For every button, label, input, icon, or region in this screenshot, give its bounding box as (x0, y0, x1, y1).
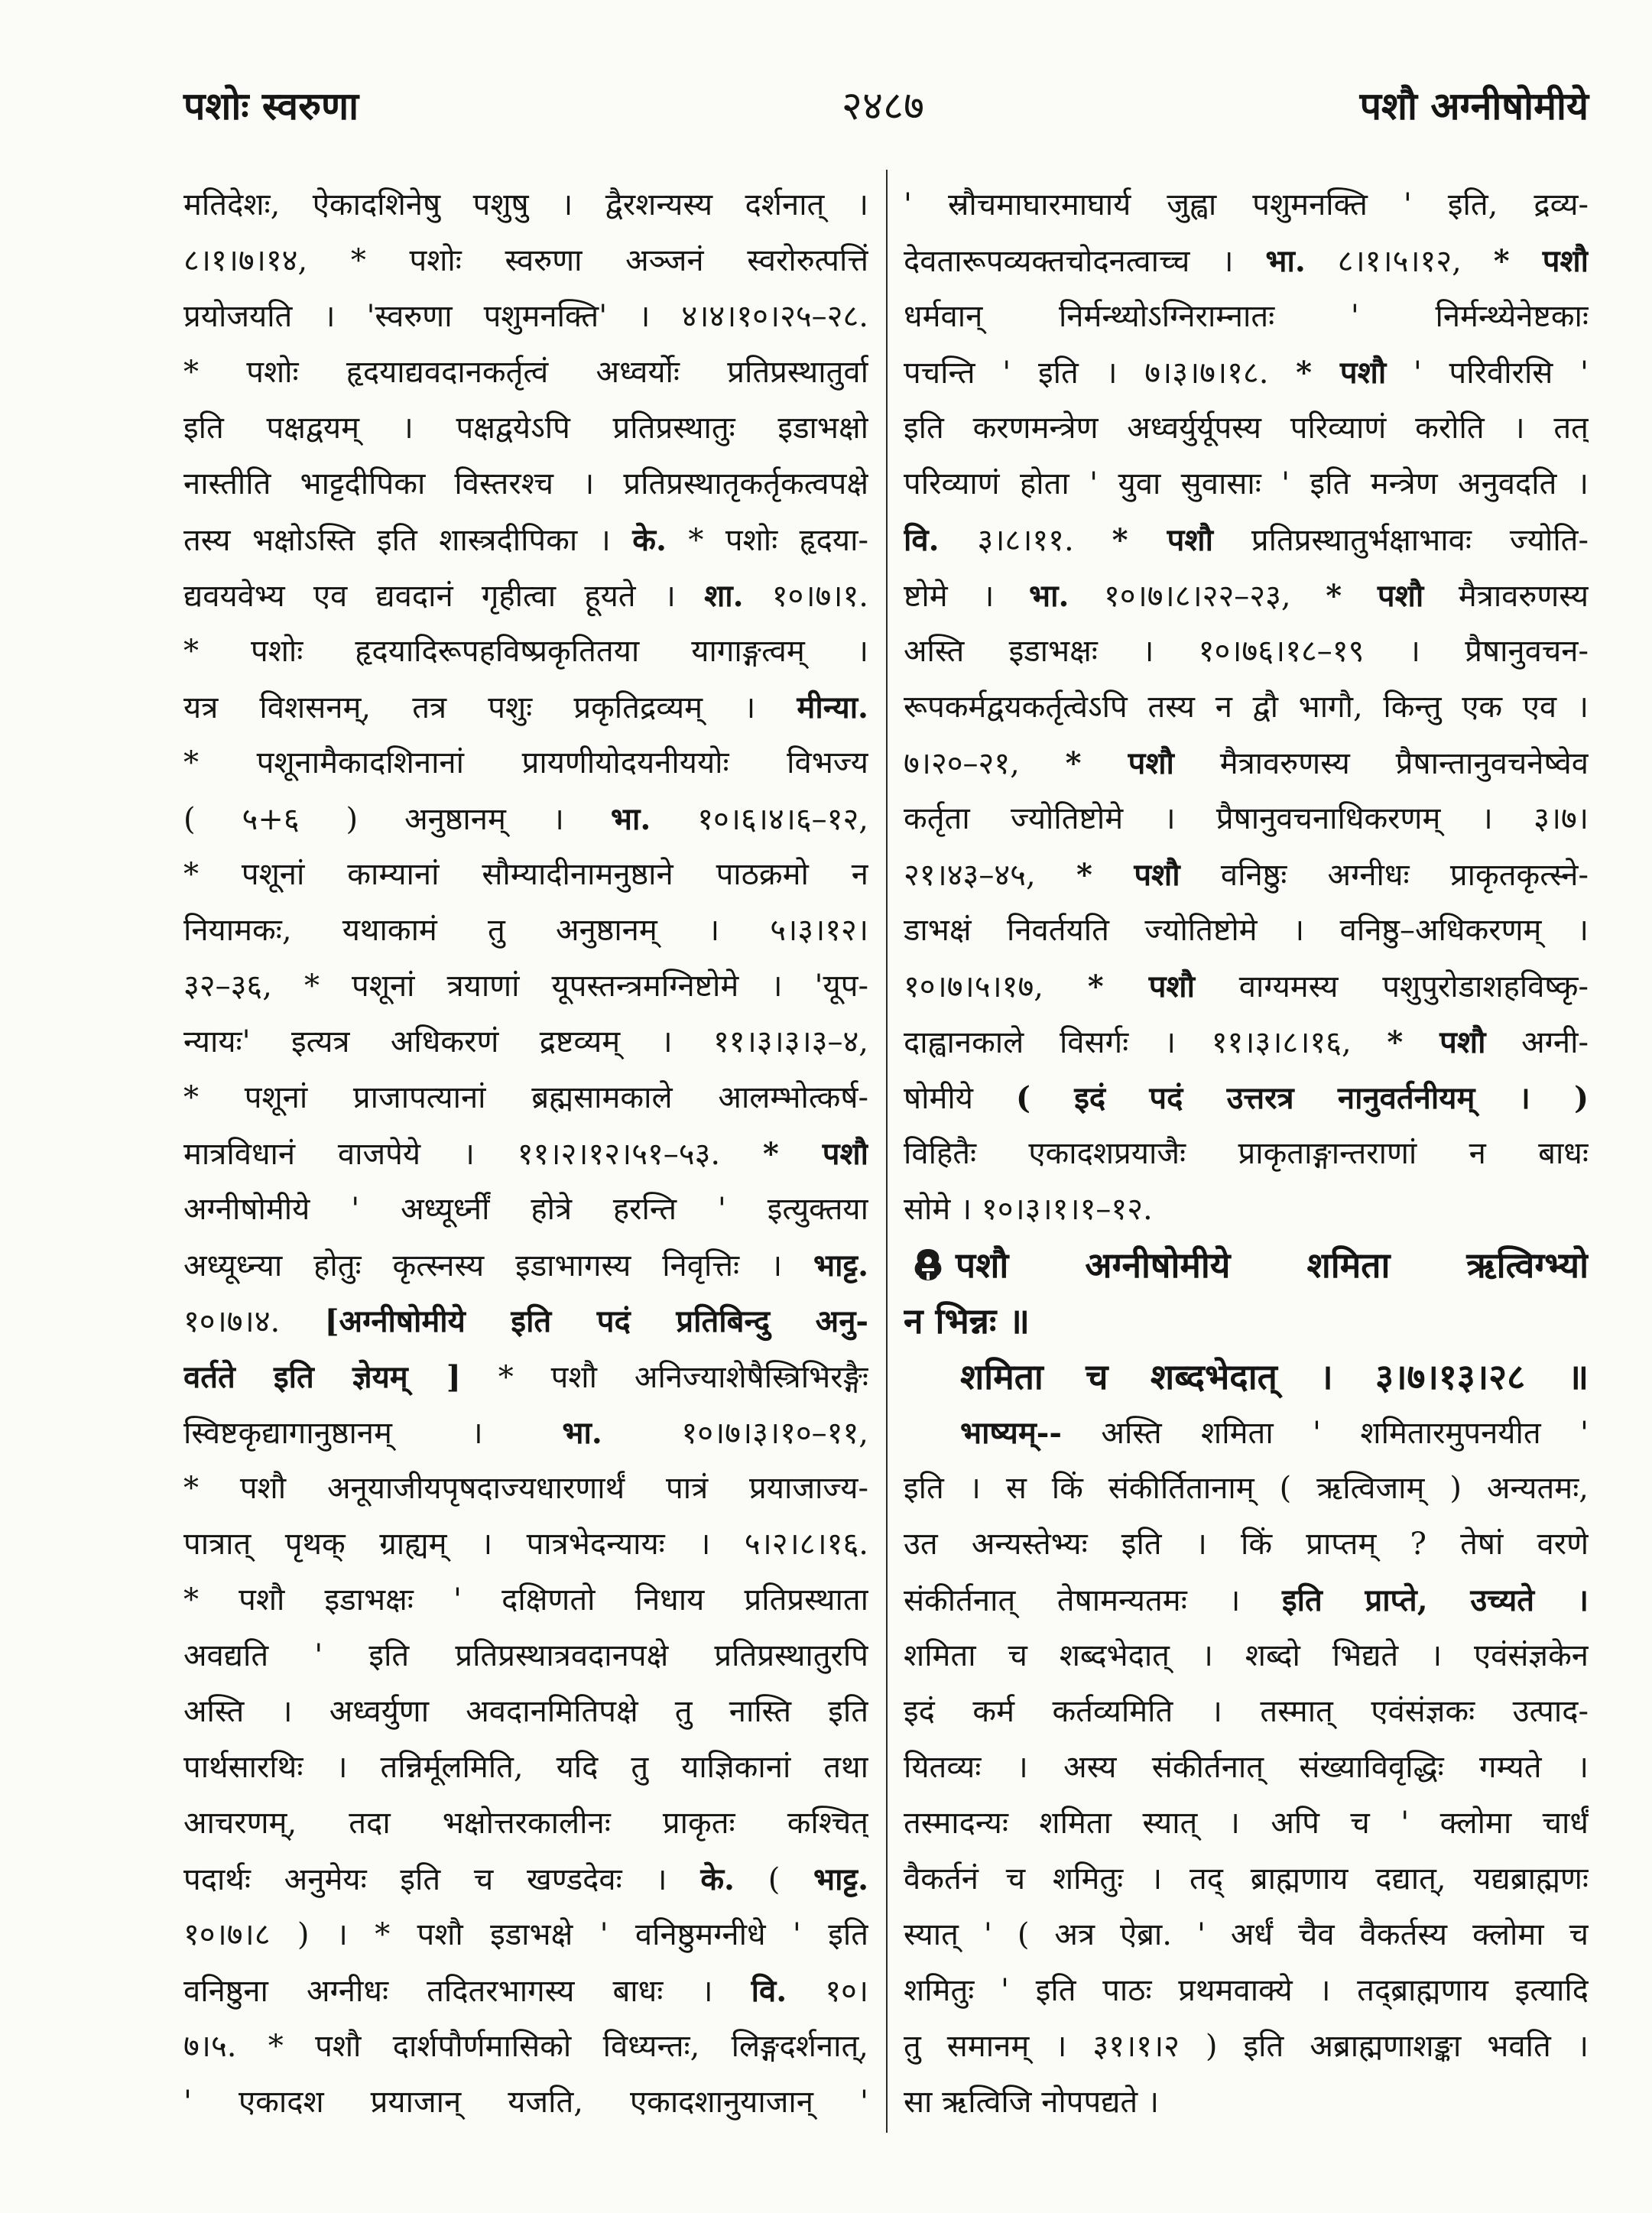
text-run: शमिता च शब्दभेदात् । शब्दो भिद्यते । एवंसंज्ञकेन (904, 1638, 1589, 1673)
text-run: २१।४३–४५, (904, 858, 1076, 893)
text-line (183, 568, 868, 624)
text-run: सा ऋत्विजि नोपपद्यते । (904, 2085, 1160, 2120)
text-line (904, 2019, 1589, 2075)
text-run: विहितैः एकादशप्रयाजैः प्राकृताङ्गान्तराणां न बाधः (904, 1136, 1589, 1171)
bold-text-run: भा. (1029, 578, 1069, 614)
page-number: २४८७ (841, 83, 925, 129)
bold-text-run: वर्तते इति ज्ञेयम् ] (183, 1359, 461, 1395)
text-line (904, 959, 1589, 1014)
text-run: आचरणम्, तदा भक्षोत्तरकालीनः प्राकृतः कश्चित् (183, 1806, 868, 1841)
bold-text-run: * पशौ (1087, 969, 1195, 1004)
text-line (183, 959, 868, 1014)
text-run: १०।७।८।२२–२३, (1069, 579, 1326, 614)
text-line (183, 512, 868, 568)
text-run: पार्थसारथिः । तन्निर्मूलमिति, यदि तु याज्ञिकानां तथा (183, 1750, 868, 1785)
text-run: अग्नी- (1485, 1025, 1589, 1060)
text-line (183, 1349, 868, 1405)
text-line (183, 735, 868, 791)
text-run: * पशोः हृदयाद्यवदानकर्तृत्वं अध्वर्योः प्रतिप्रस्थातुर्वा (183, 355, 868, 390)
text-run: मैत्रावरुणस्य प्रैषान्तानुवचनेष्वेव (1173, 746, 1589, 781)
text-run: अस्ति इडाभक्षः । १०।७६।१८–१९ । प्रैषानुवचन- (904, 634, 1589, 669)
bold-text-run: वि. (904, 522, 940, 558)
text-run: ' परिवीरसि ' (1386, 355, 1589, 391)
text-run: * पशूनां प्राजापत्यानां ब्रह्मसामकाले आलम्भोत्कर्ष- (183, 1080, 868, 1115)
text-run: शमितुः ' इति पाठः प्रथमवाक्ये । तद्ब्राह्मणाय इत्यादि (904, 1973, 1589, 2008)
text-run: वनिष्ठुना अग्नीधः तदितरभागस्य बाधः । (183, 1974, 751, 2009)
text-run: मात्रविधानं वाजपेये । ११।२।१२।५१–५३. (183, 1137, 763, 1172)
text-run: ( ५+६ ) अनुष्ठानम् । (183, 802, 611, 837)
text-run: स्यात् ' ( अत्र ऐब्रा. ' अर्धं चैव वैकर्तस्य क्लोमा च (904, 1917, 1589, 1952)
text-run: अवद्यति ' इति प्रतिप्रस्थात्रवदानपक्षे प्रतिप्रस्थातुरपि (183, 1638, 868, 1673)
text-line (183, 1238, 868, 1293)
text-line (904, 1963, 1589, 2019)
text-run: ३२–३६, * पशूनां त्रयाणां यूपस्तन्त्रमग्निष्टोमे । 'यूप- (183, 969, 868, 1004)
text-line (183, 456, 868, 512)
text-line (904, 624, 1589, 680)
bold-text-run: * पशौ (1326, 578, 1424, 614)
text-run: इदं कर्म कर्तव्यमिति । तस्मात् एवंसंज्ञकः उत्पाद- (904, 1694, 1589, 1729)
column-divider (886, 170, 888, 2133)
text-line (904, 1796, 1589, 1851)
text-line (904, 233, 1589, 289)
bold-text-run: * पशौ (1296, 355, 1387, 391)
text-run: दाह्वानकाले विसर्गः । ११।३।८।१६, (904, 1025, 1387, 1060)
text-run: ७।२०–२१, (904, 746, 1066, 781)
bold-text-run: भाट्ट. (813, 1248, 868, 1283)
text-line (904, 401, 1589, 456)
text-run: द्यवयवेभ्य एव द्यवदानं गृहीत्वा हूयते । (183, 579, 705, 614)
text-line (183, 1572, 868, 1628)
bold-text-run: मीन्या. (797, 690, 868, 725)
bold-text-run: * पशौ (762, 1136, 868, 1172)
text-run: १०।६।४।६–१२, (651, 802, 868, 837)
text-line (183, 1796, 868, 1851)
text-run: * पशूनामैकादशिनानां प्रायणीयोदयनीययोः विभज्य (183, 745, 868, 780)
text-run: ' एकादश प्रयाजान् यजति, एकादशानुयाजान् ' (183, 2085, 868, 2120)
text-run: मतिदेशः, ऐकादशिनेषु पशुषु । द्वैरशन्यस्य दर्शनात् । (183, 187, 868, 222)
text-run: षोमीये (904, 1081, 1017, 1116)
bold-text-run: * पशौ (1076, 857, 1180, 893)
adhikarana-heading-continued (904, 1293, 1589, 1349)
text-line (904, 735, 1589, 791)
text-line (904, 1628, 1589, 1684)
text-line (183, 1293, 868, 1349)
adhikarana-heading (904, 1238, 1589, 1293)
text-run: ८।१।५।१२, (1305, 244, 1494, 279)
text-line (904, 791, 1589, 847)
text-run: इति । स किं संकीर्तितानाम् ( ऋत्विजाम् ) अन्यतमः, (904, 1471, 1589, 1506)
text-run: न भिन्नः ॥ (904, 1300, 1030, 1342)
text-line (904, 568, 1589, 624)
bhashya-opening-line (904, 1405, 1589, 1461)
bold-text-run: भाट्ट. (813, 1861, 868, 1897)
running-head-right: पशौ अग्नीषोमीये (1359, 83, 1589, 128)
text-line (904, 1684, 1589, 1740)
text-run: अध्यूध्न्या होतुः कृत्स्नस्य इडाभागस्य निवृत्तिः । (183, 1248, 814, 1283)
text-line (183, 1182, 868, 1238)
bold-text-run: वि. (751, 1973, 787, 2009)
text-run: तु समानम् । ३१।१।२ ) इति अब्राह्मणाशङ्का भवति । (904, 2029, 1589, 2064)
text-run: नास्तीति भाट्टदीपिका विस्तरश्च । प्रतिप्रस्थातृकर्तृकत्वपक्षे (183, 466, 868, 501)
text-line (183, 2075, 868, 2130)
right-column (904, 177, 1589, 2130)
text-run: धर्मवान् निर्मन्थ्योऽग्निराम्नातः ' निर्मन्थ्येनेष्टकाः (904, 299, 1589, 334)
bold-text-run: * पशौ (1387, 1024, 1486, 1060)
text-run: पदार्थः अनुमेयः इति च खण्डदेवः । (183, 1862, 701, 1897)
text-run: पशौ अग्नीषोमीये शमिता ऋत्विग्भ्यो (956, 1244, 1589, 1286)
text-run: * पशोः हृदयादिरूपहविष्प्रकृतितया यागाङ्गत्वम् । (183, 634, 868, 669)
text-run: वनिष्ठुः अग्नीधः प्राकृतकृत्स्ने- (1180, 858, 1589, 893)
text-line (183, 401, 868, 456)
text-line (183, 903, 868, 959)
text-run: * पशौ अनिज्याशेषैस्त्रिभिरङ्गैः (460, 1360, 868, 1395)
text-line (183, 624, 868, 680)
text-line (904, 847, 1589, 903)
text-run: ' स्रौचमाघारमाघार्य जुह्वा पशुमनक्ति ' इति, द्रव्य- (904, 187, 1589, 222)
text-line (183, 289, 868, 345)
text-line (904, 1572, 1589, 1628)
text-line (904, 1014, 1589, 1070)
text-run: अस्ति शमिता ' शमितारमुपनयीत ' (1062, 1416, 1589, 1451)
text-line (183, 2019, 868, 2075)
text-line (904, 345, 1589, 401)
text-run: ७।५. * पशौ दार्शपौर्णमासिको विध्यन्तः, लिङ्गदर्शनात्, (183, 2029, 868, 2064)
bold-text-run: * पशौ (1112, 522, 1213, 558)
text-run: ३।८।११. (939, 523, 1112, 558)
text-line (904, 1126, 1589, 1182)
text-line (183, 1907, 868, 1963)
section-mark-icon (911, 1247, 945, 1285)
text-run: ( (734, 1862, 814, 1897)
text-line (183, 177, 868, 233)
text-run: न्यायः' इत्यत्र अधिकरणं द्रष्टव्यम् । ११।३।३।३–४, (183, 1024, 868, 1059)
text-run: १०। (787, 1974, 868, 2009)
text-line (183, 847, 868, 903)
text-line (904, 1851, 1589, 1907)
text-line (183, 1963, 868, 2019)
text-line (904, 2075, 1589, 2130)
text-run: पचन्ति ' इति । ७।३।७।१८. (904, 355, 1297, 391)
text-line (904, 903, 1589, 959)
text-line (904, 289, 1589, 345)
text-run: पात्रात् पृथक् ग्राह्यम् । पात्रभेदन्यायः । ५।२।८।१६. (183, 1527, 868, 1562)
text-run: तस्मादन्यः शमिता स्यात् । अपि च ' क्लोमा चार्धं (904, 1806, 1589, 1841)
bold-text-run: शा. (704, 578, 744, 614)
text-run: रूपकर्मद्वयकर्तृत्वेऽपि तस्य न द्वौ भागौ, किन्तु एक एव । (904, 690, 1589, 725)
text-run: नियामकः, यथाकामं तु अनुष्ठानम् । ५।३।१२। (183, 913, 868, 948)
bold-text-run: भा. (1265, 243, 1306, 279)
text-run: १०।७।४. (183, 1304, 325, 1339)
text-run: सोमे । १०।३।१।१–१२. (904, 1192, 1153, 1227)
text-run: इति पक्षद्वयम् । पक्षद्वयेऽपि प्रतिप्रस्थातुः इडाभक्षो (183, 410, 868, 446)
text-run: प्रतिप्रस्थातुर्भक्षाभावः ज्योति- (1212, 523, 1589, 558)
text-run: * पशौ अनूयाजीयपृषदाज्यधारणार्थं पात्रं प्रयाजाज्य- (183, 1471, 868, 1506)
text-run: १०।७।३।१०–११, (602, 1416, 868, 1451)
bold-text-run: के. (700, 1861, 735, 1897)
text-run: ८।१।७।१४, * पशोः स्वरुणा अञ्जनं स्वरोरुत्पत्तिं (183, 243, 868, 278)
bold-text-run: के. (632, 522, 667, 558)
text-run: मैत्रावरुणस्य (1423, 579, 1589, 614)
text-run: * पशूनां काम्यानां सौम्यादीनामनुष्ठाने पाठक्रमो न (183, 857, 868, 892)
text-line (183, 1517, 868, 1572)
text-run: तस्य भक्षोऽस्ति इति शास्त्रदीपिका । (183, 523, 633, 558)
text-run: अग्नीषोमीये ' अध्यूर्ध्नीं होत्रे हरन्ति ' इत्युक्तया (183, 1192, 868, 1227)
text-line (904, 1740, 1589, 1796)
text-run: डाभक्षं निवर्तयति ज्योतिष्टोमे । वनिष्ठु–अधिकरणम् । (904, 913, 1589, 948)
text-line (183, 791, 868, 847)
text-line (904, 1070, 1589, 1126)
bold-text-run: भा. (610, 801, 651, 837)
text-line (183, 1405, 868, 1461)
text-run: ष्टोमे । (904, 579, 1029, 614)
text-line (183, 345, 868, 401)
text-run: १०।७।५।१७, (904, 969, 1088, 1004)
text-line (183, 1014, 868, 1070)
left-column (183, 177, 868, 2130)
text-line (183, 1684, 868, 1740)
sutra-line (904, 1349, 1589, 1405)
bold-text-run: ( इदं पदं उत्तरत्र नानुवर्तनीयम् । ) (1016, 1080, 1589, 1116)
text-line (904, 456, 1589, 512)
text-run: देवतारूपव्यक्तचोदनत्वाच्च । (904, 244, 1266, 279)
text-line (183, 1851, 868, 1907)
text-run: वैकर्तनं च शमितुः । तद् ब्राह्मणाय दद्यात्, यद्यब्राह्मणः (904, 1861, 1589, 1897)
text-run: इति करणमन्त्रेण अध्वर्युर्यूपस्य परिव्याणं करोति । तत् (904, 410, 1589, 446)
bold-text-run: [अग्नीषोमीये इति पदं प्रतिबिन्दु अनु- (324, 1303, 868, 1339)
text-line (904, 1517, 1589, 1572)
text-line (904, 680, 1589, 735)
text-line (183, 1740, 868, 1796)
bold-text-run: भाष्यम्-- (960, 1415, 1063, 1451)
text-run: स्विष्टकृद्यागानुष्ठानम् । (183, 1416, 563, 1451)
text-line (183, 1070, 868, 1126)
bold-text-run: * पशौ (1493, 243, 1589, 279)
text-run: अस्ति । अध्वर्युणा अवदानमितिपक्षे तु नास्ति इति (183, 1694, 868, 1729)
text-run: प्रयोजयति । 'स्वरुणा पशुमनक्ति' । ४।४।१०।२५–२८. (183, 299, 868, 334)
text-run: १०।७।८ ) । * पशौ इडाभक्षे ' वनिष्ठुमग्नीधे ' इति (183, 1917, 868, 1952)
text-run: १०।७।१. (743, 579, 868, 614)
text-line (904, 1907, 1589, 1963)
text-run: यत्र विशसनम्, तत्र पशुः प्रकृतिद्रव्यम् । (183, 690, 797, 725)
text-line (904, 1182, 1589, 1238)
text-line (183, 680, 868, 735)
text-run: वाग्यमस्य पशुपुरोडाशहविष्कृ- (1194, 969, 1589, 1004)
bold-text-run: भा. (562, 1415, 602, 1451)
text-run: * पशौ इडाभक्षः ' दक्षिणतो निधाय प्रतिप्रस्थाता (183, 1582, 868, 1618)
text-run: परिव्याणं होता ' युवा सुवासाः ' इति मन्त्रेण अनुवदति । (904, 466, 1589, 501)
text-run: यितव्यः । अस्य संकीर्तनात् संख्याविवृद्धिः गम्यते । (904, 1750, 1589, 1785)
text-run: शमिता च शब्दभेदात् । ३।७।१३।२८ ॥ (960, 1356, 1589, 1397)
running-head-left: पशोः स्वरुणा (183, 83, 359, 128)
text-line (904, 512, 1589, 568)
text-run: उत अन्यस्तेभ्यः इति । किं प्राप्तम् ? तेषां वरणे (904, 1527, 1589, 1562)
text-run: संकीर्तनात् तेषामन्यतमः । (904, 1583, 1282, 1618)
text-line (183, 1628, 868, 1684)
text-line (904, 177, 1589, 233)
bold-text-run: इति प्राप्ते, उच्यते । (1281, 1582, 1589, 1618)
text-line (183, 1461, 868, 1517)
text-run: * पशोः हृदया- (666, 523, 868, 558)
text-line (183, 233, 868, 289)
bold-text-run: * पशौ (1065, 745, 1174, 781)
text-line (904, 1461, 1589, 1517)
text-line (183, 1126, 868, 1182)
text-run: कर्तृता ज्योतिष्टोमे । प्रैषानुवचनाधिकरणम् । ३।७। (904, 801, 1589, 836)
